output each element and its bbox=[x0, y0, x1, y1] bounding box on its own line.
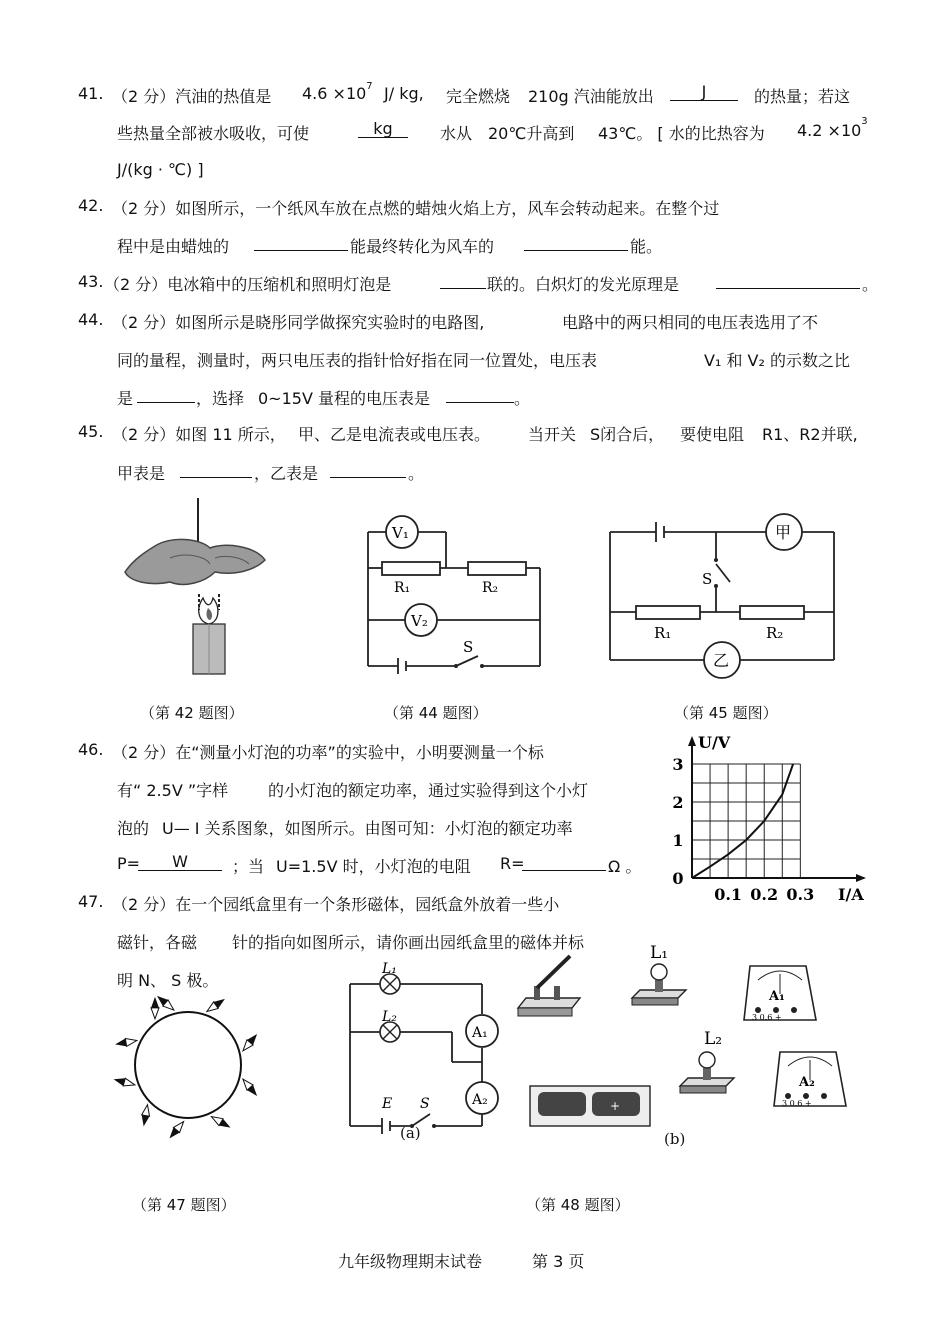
f48b-l1-label: L₁ bbox=[650, 943, 669, 963]
figure-42-caption: （第 42 题图） bbox=[140, 704, 244, 722]
f48-l1-label: L₁ bbox=[382, 962, 397, 977]
q44-text: 同的量程，测量时，两只电压表的指针恰好指在同一位置处，电压表 bbox=[117, 351, 598, 370]
q45-text: ，乙表是 bbox=[254, 464, 319, 483]
f48-b-label: (b) bbox=[664, 1130, 686, 1148]
q45-number: 45. bbox=[78, 422, 104, 441]
q42-text: （2 分）如图所示，一个纸风车放在点燃的蜡烛火焰上方，风车会转动起来。在整个过 bbox=[112, 199, 720, 218]
q45-answer-blank-1[interactable] bbox=[180, 461, 252, 478]
f45-r2-label: R₂ bbox=[766, 624, 784, 642]
x-tick-label: 0.1 bbox=[714, 885, 743, 904]
q41-text: 43℃。 [ 水的比热容为 bbox=[598, 124, 765, 143]
q41-text: 20℃升高到 bbox=[488, 124, 575, 143]
f48b-a2-label: A₂ bbox=[799, 1075, 815, 1090]
bulb-l2-icon bbox=[680, 1029, 734, 1093]
f45-r1-label: R₁ bbox=[654, 624, 672, 642]
figure-48-caption: （第 48 题图） bbox=[526, 1196, 630, 1214]
f48b-a1-scale: 3 0.6 + bbox=[752, 1013, 782, 1022]
q46-answer-blank-1[interactable]: W bbox=[138, 854, 222, 871]
q41-text: 的热量；若这 bbox=[754, 87, 851, 106]
battery-holder-icon bbox=[530, 1086, 650, 1126]
ammeter-a1-icon bbox=[744, 966, 816, 1022]
q47-text: 磁针，各磁 bbox=[117, 933, 198, 952]
q44-text: （2 分）如图所示是晓彤同学做探究实验时的电路图, bbox=[112, 313, 485, 332]
figure-47-caption: （第 47 题图） bbox=[132, 1196, 236, 1214]
compass-needle-icon bbox=[240, 1077, 260, 1099]
circuit-figure-45 bbox=[606, 508, 838, 688]
q44-answer-blank-1[interactable] bbox=[137, 386, 195, 403]
q46-text: 泡的 bbox=[117, 819, 150, 838]
q44-number: 44. bbox=[78, 310, 104, 329]
q43-answer-blank-2[interactable] bbox=[716, 272, 860, 289]
q42-number: 42. bbox=[78, 196, 104, 215]
q41-text: 水从 bbox=[440, 124, 473, 143]
q42-text: 程中是由蜡烛的 bbox=[117, 237, 230, 256]
f45-s-label: S bbox=[702, 570, 713, 588]
q44-answer-blank-2[interactable] bbox=[446, 386, 514, 403]
compass-needle-icon bbox=[114, 1037, 137, 1049]
ui-graph bbox=[662, 730, 870, 910]
ammeter-a2-icon bbox=[774, 1052, 846, 1108]
y-axis-arrow bbox=[688, 736, 696, 746]
compass-needle-icon bbox=[151, 997, 159, 1019]
q41-unit: J/ kg, bbox=[384, 84, 424, 103]
f44-v1-label: V₁ bbox=[392, 524, 409, 542]
pinwheel-candle-figure bbox=[115, 498, 275, 678]
q41-answer-blank-1[interactable]: J bbox=[670, 84, 738, 101]
q46-text: U=1.5V 时，小灯泡的电阻 bbox=[276, 857, 471, 876]
q45-text: R1、R2并联, bbox=[762, 425, 858, 444]
x-axis-arrow bbox=[856, 874, 866, 882]
q47-text: 针的指向如图所示，请你画出园纸盒里的磁体并标 bbox=[232, 933, 585, 952]
q41-number: 41. bbox=[78, 84, 104, 103]
q43-text: 联的。白炽灯的发光原理是 bbox=[487, 275, 680, 294]
q46-text: ；当 bbox=[232, 857, 265, 876]
q46-number: 46. bbox=[78, 740, 104, 759]
svg-text:+: + bbox=[610, 1099, 621, 1113]
f48b-a2-scale: 3 0.6 + bbox=[782, 1099, 812, 1108]
compass-needle-icon bbox=[140, 1104, 152, 1127]
q42-answer-blank-2[interactable] bbox=[524, 234, 628, 251]
bulb-l1-icon bbox=[632, 943, 686, 1005]
q42-answer-blank-1[interactable] bbox=[254, 234, 348, 251]
f48-a2-label: A₂ bbox=[472, 1092, 488, 1108]
q46-text: R= bbox=[500, 854, 525, 873]
q41-text: 完全燃烧 bbox=[446, 87, 511, 106]
footer-title: 九年级物理期末试卷 bbox=[338, 1252, 483, 1271]
q41-text: J/(kg · ℃) ] bbox=[117, 160, 204, 179]
y-tick-label: 3 bbox=[672, 755, 684, 774]
compass-needle-icon bbox=[205, 996, 228, 1015]
circuit-figure-48a bbox=[342, 962, 502, 1142]
q46-text: （2 分）在“测量小灯泡的功率”的实验中，小明要测量一个标 bbox=[112, 743, 544, 762]
footer-page-number: 第 3 页 bbox=[532, 1252, 585, 1271]
compass-needle-icon bbox=[240, 1031, 260, 1053]
q46-text: P= bbox=[117, 854, 141, 873]
chart-axes bbox=[688, 736, 866, 882]
q42-text: 能。 bbox=[630, 237, 663, 256]
f48-a-label: (a) bbox=[400, 1124, 421, 1142]
q44-text: 是 bbox=[117, 389, 134, 408]
f44-r2-label: R₂ bbox=[482, 580, 499, 596]
paper-box-circle bbox=[135, 1012, 241, 1118]
f48-l2-label: L₂ bbox=[382, 1009, 397, 1025]
q41-text: 些热量全部被水吸收，可使 bbox=[117, 124, 310, 143]
q47-text: （2 分）在一个园纸盒里有一个条形磁体，园纸盒外放着一些小 bbox=[112, 895, 560, 914]
q44-text: 0~15V 量程的电压表是 bbox=[258, 389, 430, 408]
f48b-l2-label: L₂ bbox=[704, 1029, 723, 1049]
q46-answer-blank-2[interactable] bbox=[522, 854, 606, 871]
q45-text: 甲表是 bbox=[117, 464, 166, 483]
q44-text: 电路中的两只相同的电压表选用了不 bbox=[562, 313, 819, 332]
q43-text: 。 bbox=[862, 275, 879, 294]
f48-e-label: E bbox=[382, 1096, 393, 1112]
q45-text: 。 bbox=[408, 464, 425, 483]
q47-number: 47. bbox=[78, 892, 104, 911]
q47-text: 明 N、 S 极。 bbox=[117, 971, 219, 990]
f48b-a1-label: A₁ bbox=[769, 989, 785, 1004]
q45-text: （2 分）如图 11 所示， bbox=[112, 425, 286, 444]
x-tick-label: 0.2 bbox=[750, 885, 779, 904]
q45-answer-blank-2[interactable] bbox=[330, 461, 406, 478]
f44-s-label: S bbox=[463, 638, 474, 656]
q44-text: ，选择 bbox=[196, 389, 245, 408]
q46-text: 有“ 2.5V ”字样 bbox=[117, 781, 229, 800]
q45-text: 要使电阻 bbox=[680, 425, 745, 444]
chart-grid bbox=[692, 764, 800, 878]
y-tick-label: 0 bbox=[672, 869, 684, 888]
compass-needle-icon bbox=[209, 1113, 232, 1131]
q41-answer-blank-2[interactable]: kg bbox=[358, 121, 408, 138]
compass-needle-icon bbox=[113, 1075, 136, 1088]
f45-yi-label: 乙 bbox=[713, 651, 730, 670]
circuit-figure-44 bbox=[360, 508, 555, 678]
q41-text: （2 分）汽油的热值是 bbox=[112, 87, 272, 106]
knife-switch-icon bbox=[518, 956, 580, 1016]
components-figure-48b bbox=[512, 940, 852, 1140]
f45-jia-label: 甲 bbox=[775, 523, 792, 542]
q43-answer-blank-1[interactable] bbox=[440, 272, 486, 289]
q46-text: Ω 。 bbox=[608, 857, 642, 876]
f44-r1-label: R₁ bbox=[394, 580, 411, 596]
q43-text: （2 分）电冰箱中的压缩机和照明灯泡是 bbox=[104, 275, 392, 294]
figure-45-caption: （第 45 题图） bbox=[674, 704, 778, 722]
q41-text: 210g 汽油能放出 bbox=[528, 87, 654, 106]
q41-heat-value: $4.6 \times 10^7$ bbox=[302, 80, 373, 103]
f48-a1-label: A₁ bbox=[472, 1025, 488, 1041]
q41-specific-heat: $4.2 \times 10^3$ bbox=[797, 115, 868, 140]
y-axis-label: U/V bbox=[698, 733, 731, 752]
x-tick-label: 0.3 bbox=[786, 885, 815, 904]
q46-text: 的小灯泡的额定功率，通过实验得到这个小灯 bbox=[268, 781, 589, 800]
x-axis-label: I/A bbox=[838, 885, 864, 904]
q46-text: U— I 关系图象，如图所示。由图可知：小灯泡的额定功率 bbox=[162, 819, 573, 838]
figure-44-caption: （第 44 题图） bbox=[384, 704, 488, 722]
q44-text: 。 bbox=[514, 389, 531, 408]
q45-text: 甲、乙是电流表或电压表。 bbox=[298, 425, 491, 444]
f48-s-label: S bbox=[420, 1096, 430, 1112]
compass-needles-figure bbox=[112, 992, 272, 1142]
y-tick-label: 2 bbox=[672, 793, 684, 812]
f44-v2-label: V₂ bbox=[411, 612, 428, 630]
y-tick-label: 1 bbox=[672, 831, 684, 850]
q44-text: V₁ 和 V₂ 的示数之比 bbox=[704, 351, 850, 370]
q43-number: 43. bbox=[78, 272, 104, 291]
q42-text: 能最终转化为风车的 bbox=[350, 237, 495, 256]
q45-text: S闭合后， bbox=[590, 425, 665, 444]
compass-needle-icon bbox=[166, 1119, 186, 1141]
q45-text: 当开关 bbox=[528, 425, 577, 444]
